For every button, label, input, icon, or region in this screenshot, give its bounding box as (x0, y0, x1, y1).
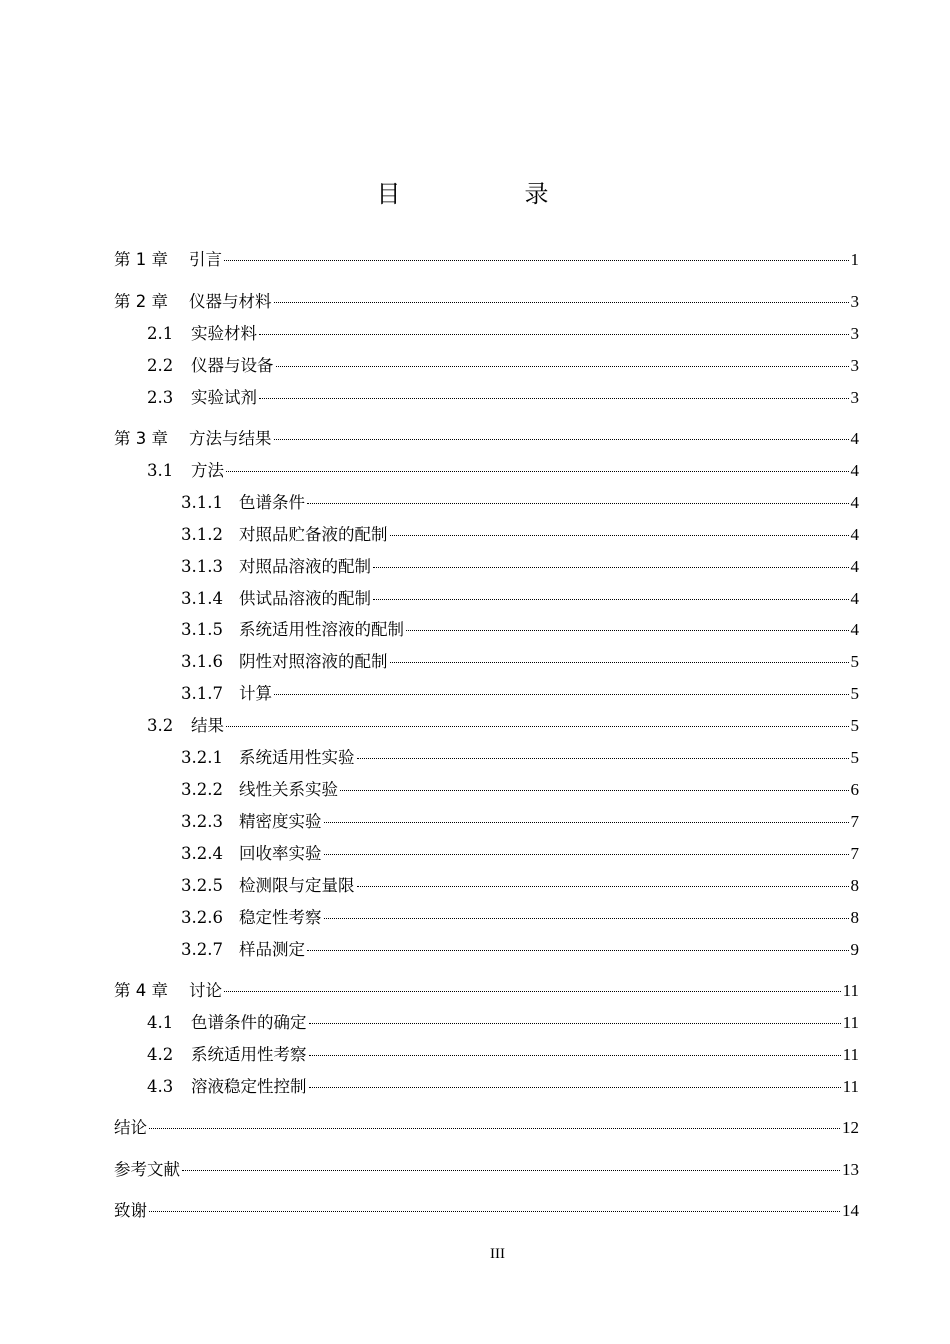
toc-dot-leader (390, 535, 849, 536)
toc-entry[interactable] (181, 842, 859, 866)
toc-dot-leader (357, 886, 849, 887)
toc-entry-number: 2.1 (147, 324, 174, 343)
toc-entry-number: 3.1 (147, 461, 174, 480)
toc-entry-title: 对照品溶液的配制 (239, 557, 371, 576)
toc-dot-leader (309, 1055, 841, 1056)
toc-entry-page: 4 (850, 461, 859, 480)
toc-entry-page: 14 (842, 1201, 859, 1220)
toc-entry-number: 第 1 章 (114, 250, 168, 269)
toc-entry-number: 3.1.5 (181, 620, 223, 639)
toc-entry-page: 12 (842, 1118, 859, 1137)
toc-entry-page: 4 (850, 557, 859, 576)
toc-entry-title: 系统适用性溶液的配制 (239, 620, 404, 639)
toc-entry-title: 阴性对照溶液的配制 (239, 652, 388, 671)
toc-entry-number: 2.2 (147, 356, 174, 375)
toc-entry-title: 色谱条件 (239, 493, 305, 512)
toc-entry-number: 第 2 章 (114, 292, 168, 311)
toc-entry-title: 检测限与定量限 (239, 876, 355, 895)
toc-entry[interactable] (114, 1158, 859, 1182)
toc-dot-leader (224, 260, 849, 261)
toc-entry-page: 11 (842, 1077, 859, 1096)
toc-entry-title: 计算 (239, 684, 272, 703)
toc-dot-leader (390, 662, 849, 663)
toc-entry-number: 3.1.1 (181, 493, 223, 512)
toc-entry[interactable] (147, 354, 859, 378)
toc-entry-title: 讨论 (189, 981, 222, 1000)
toc-entry-title: 实验试剂 (191, 388, 257, 407)
toc-entry[interactable] (147, 1043, 859, 1067)
toc-entry-page: 4 (850, 620, 859, 639)
toc-entry-number: 2.3 (147, 388, 174, 407)
toc-entry[interactable] (181, 810, 859, 834)
toc-entry-title: 仪器与设备 (191, 356, 274, 375)
toc-dot-leader (182, 1170, 840, 1171)
toc-entry-number: 3.1.6 (181, 652, 223, 671)
toc-dot-leader (259, 334, 849, 335)
toc-entry-page: 3 (850, 356, 859, 375)
toc-entry-number: 4.1 (147, 1013, 174, 1032)
toc-entry[interactable] (114, 290, 859, 314)
toc-entry-title: 参考文献 (114, 1160, 180, 1179)
toc-dot-leader (406, 630, 849, 631)
toc-dot-leader (226, 726, 849, 727)
toc-entry[interactable] (147, 322, 859, 346)
page-title: 目 录 (376, 180, 599, 208)
toc-entry-page: 6 (850, 780, 859, 799)
toc-dot-leader (373, 599, 849, 600)
toc-dot-leader (324, 822, 849, 823)
toc-entry[interactable] (147, 459, 859, 483)
toc-entry[interactable] (181, 906, 859, 930)
toc-dot-leader (274, 439, 849, 440)
toc-entry-page: 5 (850, 684, 859, 703)
toc-entry-title: 供试品溶液的配制 (239, 589, 371, 608)
toc-entry-number: 3.2.3 (181, 812, 223, 831)
toc-entry-number: 3.2.5 (181, 876, 223, 895)
toc-dot-leader (373, 567, 849, 568)
toc-entry-number: 3.2.2 (181, 780, 223, 799)
toc-dot-leader (149, 1211, 840, 1212)
toc-entry-page: 5 (850, 716, 859, 735)
toc-entry-page: 7 (850, 844, 859, 863)
toc-entry-page: 4 (850, 589, 859, 608)
toc-entry[interactable] (181, 874, 859, 898)
toc-dot-leader (224, 991, 841, 992)
toc-entry[interactable] (114, 1116, 859, 1140)
toc-entry-page: 3 (850, 324, 859, 343)
toc-dot-leader (324, 918, 849, 919)
toc-entry-number: 3.1.2 (181, 525, 223, 544)
toc-entry[interactable] (147, 1011, 859, 1035)
toc-entry-page: 8 (850, 876, 859, 895)
toc-entry[interactable] (181, 938, 859, 962)
toc-entry[interactable] (181, 523, 859, 547)
toc-dot-leader (340, 790, 849, 791)
toc-dot-leader (259, 398, 849, 399)
toc-entry-number: 3.1.3 (181, 557, 223, 576)
toc-entry[interactable] (114, 248, 859, 272)
toc-entry-title: 结论 (114, 1118, 147, 1137)
toc-entry-number: 3.1.7 (181, 684, 223, 703)
toc-entry[interactable] (147, 1075, 859, 1099)
toc-entry-title: 系统适用性考察 (191, 1045, 307, 1064)
toc-entry-title: 仪器与材料 (189, 292, 272, 311)
toc-entry-page: 1 (850, 250, 859, 269)
toc-entry-number: 3.2.6 (181, 908, 223, 927)
toc-entry[interactable] (181, 618, 859, 642)
toc-entry[interactable] (181, 682, 859, 706)
toc-dot-leader (274, 694, 849, 695)
toc-entry-title: 溶液稳定性控制 (191, 1077, 307, 1096)
toc-entry[interactable] (114, 1199, 859, 1223)
toc-entry-title: 致谢 (114, 1201, 147, 1220)
toc-entry-title: 回收率实验 (239, 844, 322, 863)
toc-entry-number: 3.2.7 (181, 940, 223, 959)
toc-entry-number: 第 4 章 (114, 981, 168, 1000)
toc-entry[interactable] (181, 650, 859, 674)
toc-entry-page: 11 (842, 1045, 859, 1064)
toc-entry-page: 11 (842, 981, 859, 1000)
toc-entry-title: 实验材料 (191, 324, 257, 343)
toc-entry-page: 4 (850, 525, 859, 544)
toc-entry-title: 样品测定 (239, 940, 305, 959)
toc-entry-page: 4 (850, 493, 859, 512)
toc-entry-number: 3.2.4 (181, 844, 223, 863)
toc-entry-page: 13 (842, 1160, 859, 1179)
toc-entry[interactable] (181, 746, 859, 770)
toc-entry-title: 线性关系实验 (239, 780, 338, 799)
toc-entry[interactable] (181, 491, 859, 515)
page-number-footer: III (490, 1246, 505, 1262)
toc-entry-title: 稳定性考察 (239, 908, 322, 927)
toc-entry-page: 3 (850, 388, 859, 407)
toc-entry[interactable] (114, 979, 859, 1003)
toc-entry-number: 3.2 (147, 716, 174, 735)
toc-entry[interactable] (181, 778, 859, 802)
toc-entry-page: 3 (850, 292, 859, 311)
toc-dot-leader (357, 758, 849, 759)
toc-entry[interactable] (147, 714, 859, 738)
toc-dot-leader (226, 471, 849, 472)
toc-entry[interactable] (114, 427, 859, 451)
toc-dot-leader (307, 950, 849, 951)
toc-entry-page: 9 (850, 940, 859, 959)
toc-entry-title: 方法与结果 (189, 429, 272, 448)
toc-entry-page: 11 (842, 1013, 859, 1032)
toc-entry[interactable] (147, 386, 859, 410)
toc-entry[interactable] (181, 555, 859, 579)
toc-entry-number: 3.2.1 (181, 748, 223, 767)
toc-entry-title: 色谱条件的确定 (191, 1013, 307, 1032)
toc-entry-number: 4.3 (147, 1077, 174, 1096)
toc-entry-page: 5 (850, 748, 859, 767)
toc-entry-number: 第 3 章 (114, 429, 168, 448)
toc-entry-title: 系统适用性实验 (239, 748, 355, 767)
toc-dot-leader (307, 503, 849, 504)
toc-entry-page: 5 (850, 652, 859, 671)
toc-dot-leader (324, 854, 849, 855)
toc-dot-leader (309, 1087, 841, 1088)
toc-entry-page: 8 (850, 908, 859, 927)
toc-dot-leader (274, 302, 849, 303)
toc-dot-leader (309, 1023, 841, 1024)
toc-entry-title: 方法 (191, 461, 224, 480)
toc-entry-page: 4 (850, 429, 859, 448)
toc-entry-title: 对照品贮备液的配制 (239, 525, 388, 544)
toc-entry-title: 引言 (189, 250, 222, 269)
toc-dot-leader (149, 1128, 840, 1129)
toc-entry-title: 结果 (191, 716, 224, 735)
toc-entry-title: 精密度实验 (239, 812, 322, 831)
toc-entry-number: 4.2 (147, 1045, 174, 1064)
toc-entry[interactable] (181, 587, 859, 611)
toc-entry-number: 3.1.4 (181, 589, 223, 608)
toc-dot-leader (276, 366, 849, 367)
toc-entry-page: 7 (850, 812, 859, 831)
